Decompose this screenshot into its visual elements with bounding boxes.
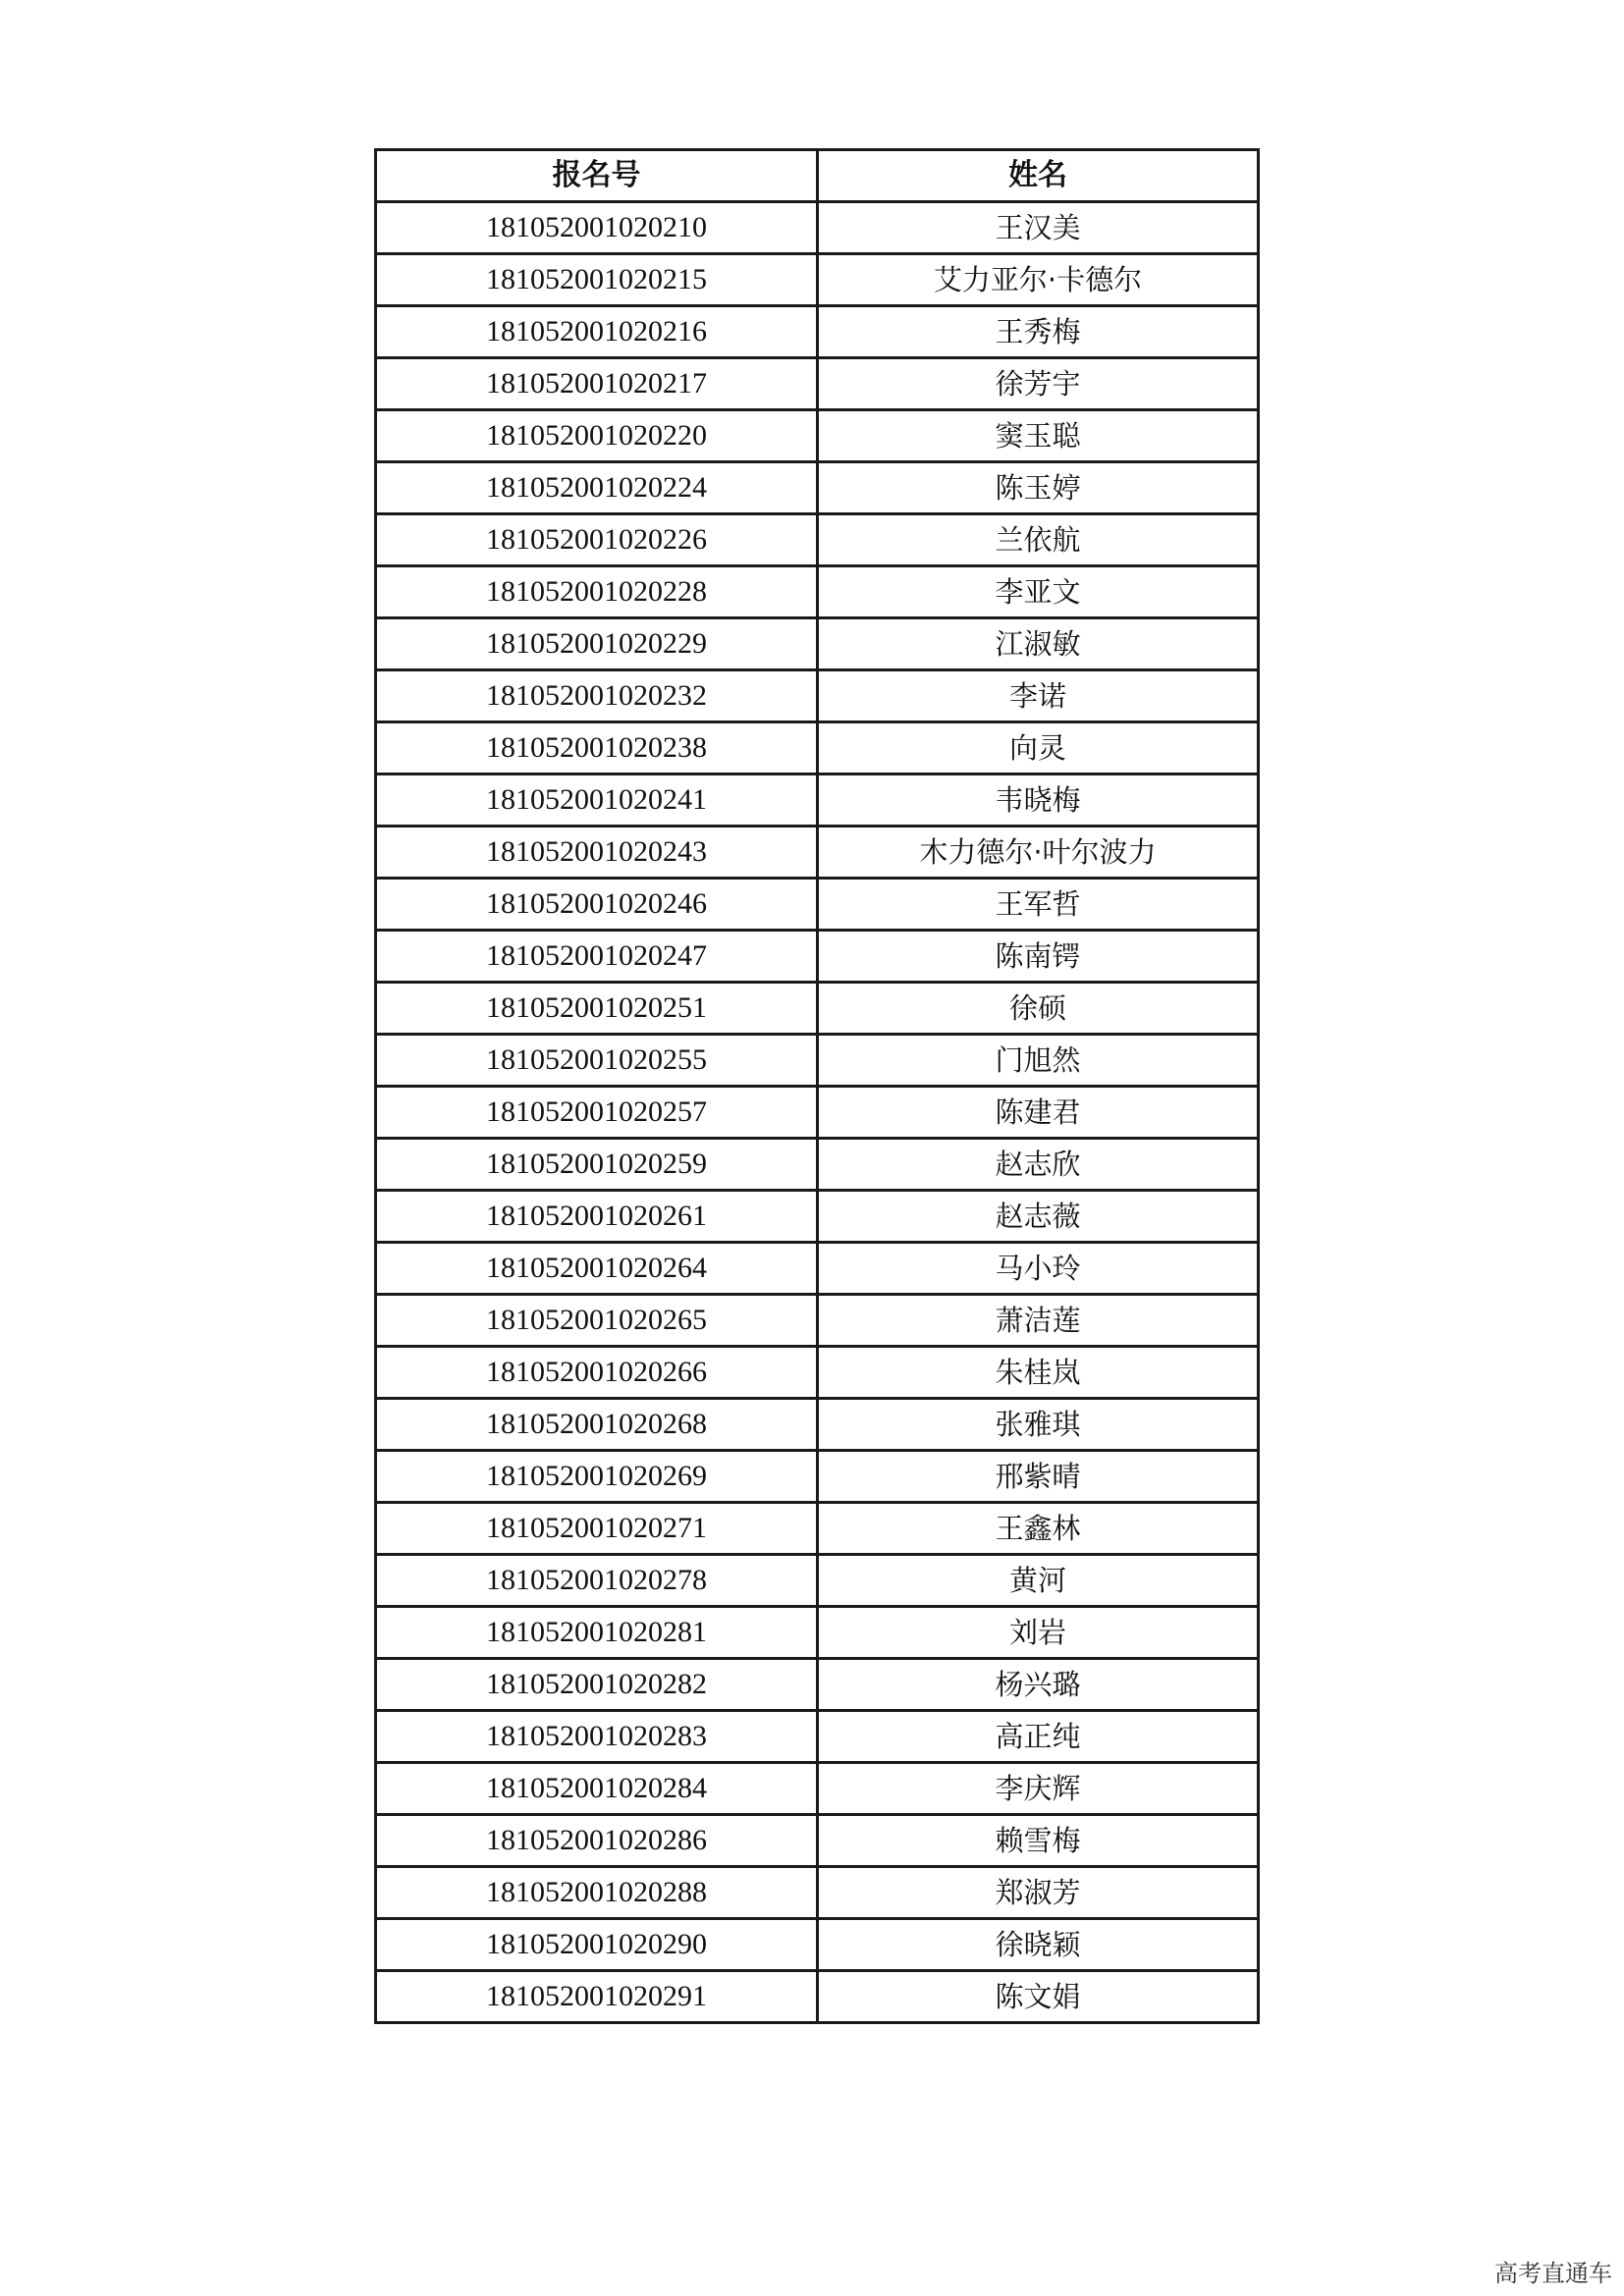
name-cell: 杨兴璐	[818, 1659, 1259, 1711]
registration-number-cell: 181052001020229	[376, 618, 818, 670]
table-row	[376, 202, 1259, 254]
name-cell: 李诺	[818, 670, 1259, 722]
registration-number-cell: 181052001020226	[376, 514, 818, 566]
registration-number-cell: 181052001020290	[376, 1919, 818, 1971]
registration-number-cell: 181052001020251	[376, 983, 818, 1035]
name-cell: 张雅琪	[818, 1399, 1259, 1451]
header-row	[376, 150, 1259, 202]
table-row	[376, 1659, 1259, 1711]
registration-number-cell: 181052001020259	[376, 1139, 818, 1191]
table-row	[376, 827, 1259, 879]
registration-number-cell: 181052001020283	[376, 1711, 818, 1763]
table-row	[376, 1503, 1259, 1555]
registration-number-cell: 181052001020216	[376, 306, 818, 358]
name-cell: 王秀梅	[818, 306, 1259, 358]
registration-number-cell: 181052001020278	[376, 1555, 818, 1607]
table-row	[376, 931, 1259, 983]
registration-number-cell: 181052001020210	[376, 202, 818, 254]
name-cell: 韦晓梅	[818, 774, 1259, 827]
registration-number-cell: 181052001020238	[376, 722, 818, 774]
registration-number-cell: 181052001020247	[376, 931, 818, 983]
name-cell: 陈文娟	[818, 1971, 1259, 2023]
name-cell: 艾力亚尔·卡德尔	[818, 254, 1259, 306]
table-row	[376, 1867, 1259, 1919]
name-cell: 徐芳宇	[818, 358, 1259, 410]
registration-number-cell: 181052001020281	[376, 1607, 818, 1659]
table-row	[376, 566, 1259, 618]
name-cell: 朱桂岚	[818, 1347, 1259, 1399]
registration-number-cell: 181052001020261	[376, 1191, 818, 1243]
name-cell: 木力德尔·叶尔波力	[818, 827, 1259, 879]
table-row	[376, 1035, 1259, 1087]
table-row	[376, 254, 1259, 306]
table-body	[376, 202, 1259, 2023]
table-row	[376, 514, 1259, 566]
table-row	[376, 1555, 1259, 1607]
table-row	[376, 1087, 1259, 1139]
name-cell: 赵志欣	[818, 1139, 1259, 1191]
roster-table	[374, 148, 1260, 2024]
name-cell: 黄河	[818, 1555, 1259, 1607]
registration-number-cell: 181052001020266	[376, 1347, 818, 1399]
table-row	[376, 1763, 1259, 1815]
name-cell: 郑淑芳	[818, 1867, 1259, 1919]
table-row	[376, 722, 1259, 774]
table-row	[376, 1451, 1259, 1503]
table-row	[376, 1971, 1259, 2023]
table-row	[376, 1139, 1259, 1191]
name-cell: 高正纯	[818, 1711, 1259, 1763]
name-cell: 陈南锷	[818, 931, 1259, 983]
table-row	[376, 774, 1259, 827]
name-cell: 王鑫林	[818, 1503, 1259, 1555]
registration-number-cell: 181052001020269	[376, 1451, 818, 1503]
table-row	[376, 1815, 1259, 1867]
table-row	[376, 358, 1259, 410]
header-name: 姓名	[818, 150, 1259, 202]
name-cell: 赖雪梅	[818, 1815, 1259, 1867]
registration-number-cell: 181052001020268	[376, 1399, 818, 1451]
name-cell: 向灵	[818, 722, 1259, 774]
registration-number-cell: 181052001020257	[376, 1087, 818, 1139]
name-cell: 陈玉婷	[818, 462, 1259, 514]
registration-number-cell: 181052001020288	[376, 1867, 818, 1919]
table-row	[376, 1243, 1259, 1295]
name-cell: 窦玉聪	[818, 410, 1259, 462]
table-row	[376, 879, 1259, 931]
name-cell: 刘岩	[818, 1607, 1259, 1659]
table-row	[376, 462, 1259, 514]
registration-number-cell: 181052001020228	[376, 566, 818, 618]
name-cell: 兰依航	[818, 514, 1259, 566]
watermark-text: 高考直通车	[1494, 2260, 1612, 2287]
name-cell: 徐硕	[818, 983, 1259, 1035]
name-cell: 萧洁莲	[818, 1295, 1259, 1347]
table-row	[376, 1607, 1259, 1659]
name-cell: 王汉美	[818, 202, 1259, 254]
name-cell: 王军哲	[818, 879, 1259, 931]
registration-number-cell: 181052001020217	[376, 358, 818, 410]
registration-number-cell: 181052001020243	[376, 827, 818, 879]
registration-number-cell: 181052001020224	[376, 462, 818, 514]
table-row	[376, 1295, 1259, 1347]
registration-number-cell: 181052001020264	[376, 1243, 818, 1295]
name-cell: 李亚文	[818, 566, 1259, 618]
table-row	[376, 1919, 1259, 1971]
table-row	[376, 1347, 1259, 1399]
table-row	[376, 618, 1259, 670]
registration-number-cell: 181052001020291	[376, 1971, 818, 2023]
table-row	[376, 306, 1259, 358]
name-cell: 邢紫晴	[818, 1451, 1259, 1503]
registration-number-cell: 181052001020282	[376, 1659, 818, 1711]
registration-number-cell: 181052001020215	[376, 254, 818, 306]
table-row	[376, 1191, 1259, 1243]
name-cell: 李庆辉	[818, 1763, 1259, 1815]
header-registration-number: 报名号	[376, 150, 818, 202]
name-cell: 徐晓颖	[818, 1919, 1259, 1971]
registration-number-cell: 181052001020284	[376, 1763, 818, 1815]
registration-number-cell: 181052001020255	[376, 1035, 818, 1087]
table-row	[376, 670, 1259, 722]
registration-number-cell: 181052001020241	[376, 774, 818, 827]
registration-number-cell: 181052001020286	[376, 1815, 818, 1867]
table-row	[376, 983, 1259, 1035]
name-cell: 马小玲	[818, 1243, 1259, 1295]
table-header	[376, 150, 1259, 202]
table-row	[376, 1711, 1259, 1763]
table-row	[376, 1399, 1259, 1451]
table-row	[376, 410, 1259, 462]
name-cell: 赵志薇	[818, 1191, 1259, 1243]
name-cell: 江淑敏	[818, 618, 1259, 670]
registration-number-cell: 181052001020265	[376, 1295, 818, 1347]
name-cell: 门旭然	[818, 1035, 1259, 1087]
registration-number-cell: 181052001020220	[376, 410, 818, 462]
name-cell: 陈建君	[818, 1087, 1259, 1139]
registration-number-cell: 181052001020246	[376, 879, 818, 931]
registration-number-cell: 181052001020232	[376, 670, 818, 722]
registration-number-cell: 181052001020271	[376, 1503, 818, 1555]
